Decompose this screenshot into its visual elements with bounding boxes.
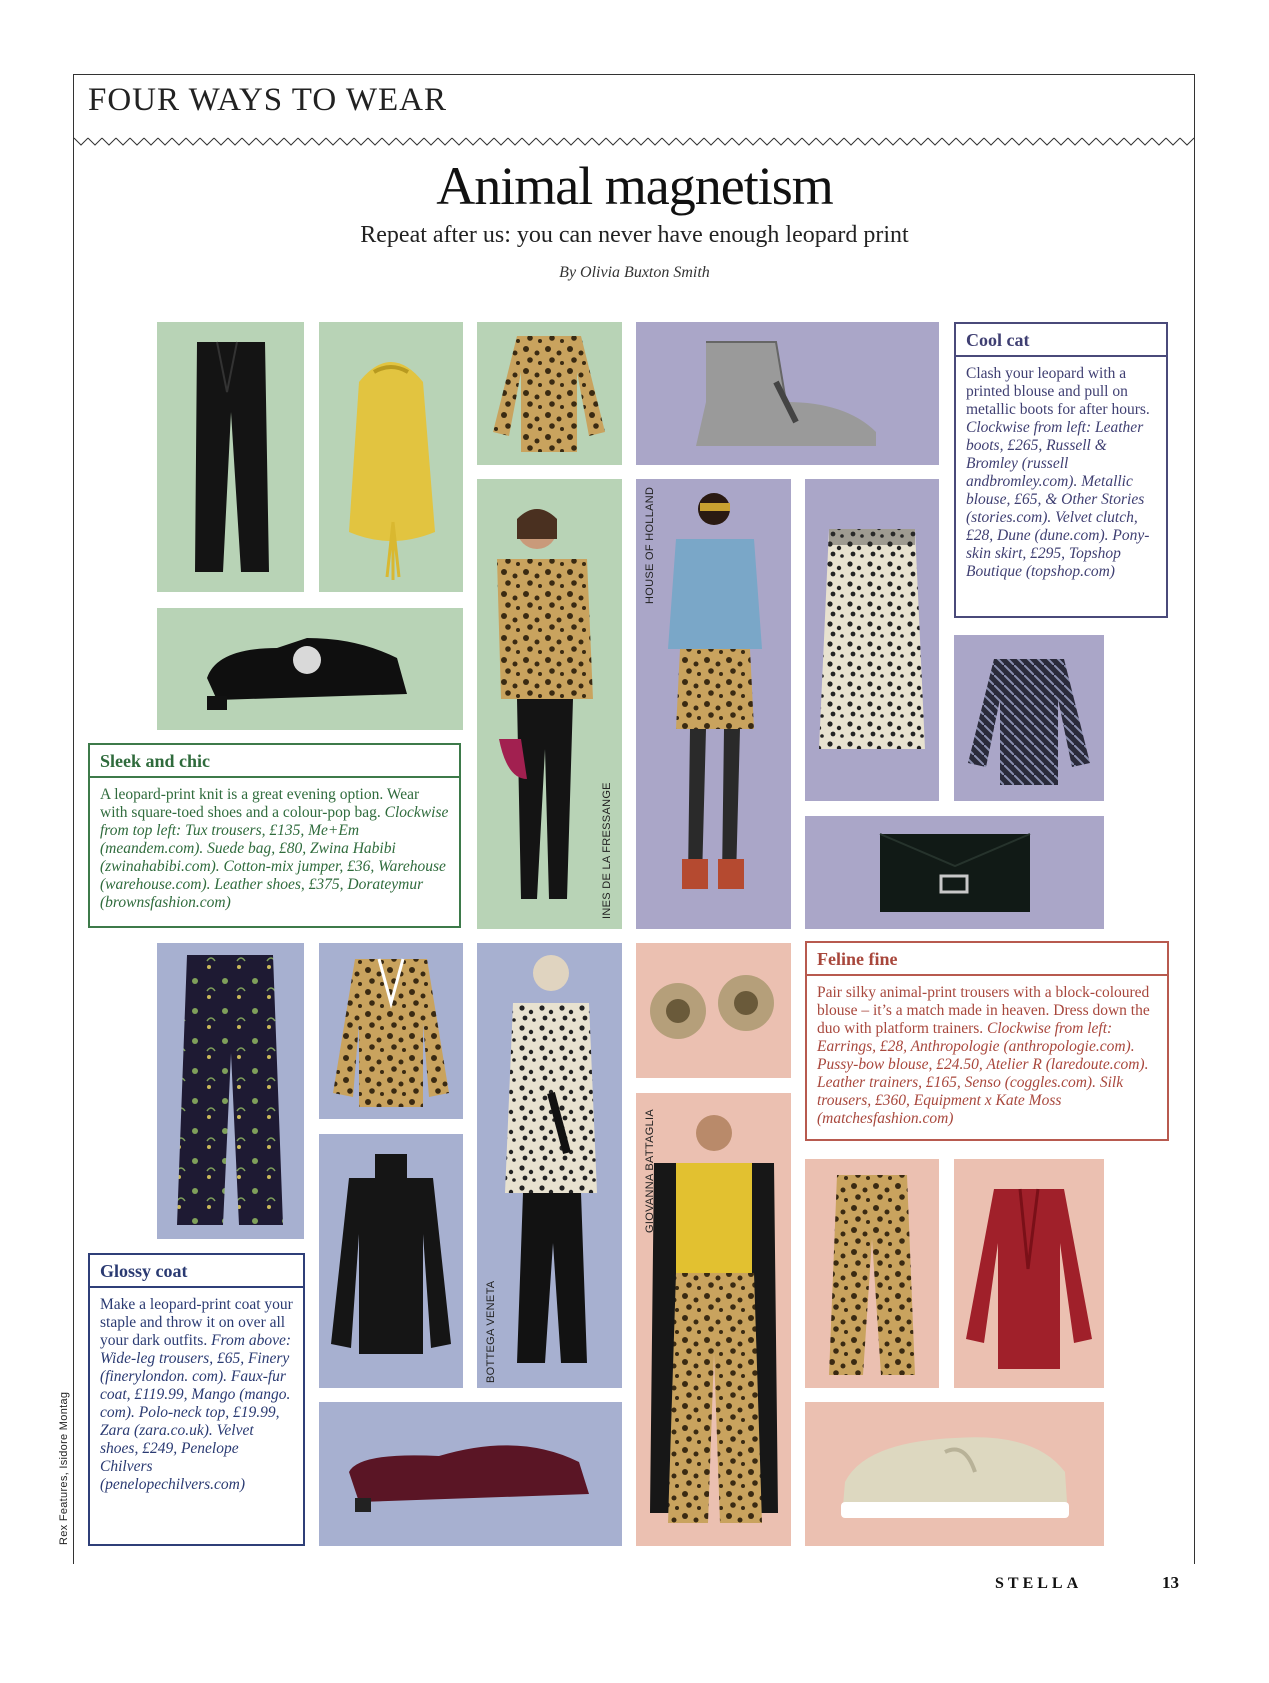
caption-giovanna-battaglia: GIOVANNA BATTAGLIA xyxy=(644,1109,656,1233)
cool-cat-credits: Clockwise from left: Leather boots, £265, Russell & Bromley (russell andbromley.com). Metallic blouse, £65, & Other Stories (stories.com). Velvet clutch, £28, Dune (dune.com). Pony-skin skirt, £295, Topshop Boutique (topshop.com) xyxy=(966,419,1150,580)
ines-de-la-fressange-photo xyxy=(477,479,622,929)
metallic-blouse-image xyxy=(954,635,1104,801)
tux-trousers-image xyxy=(157,322,304,592)
byline: By Olivia Buxton Smith xyxy=(559,264,710,281)
caption-ines: INES DE LA FRESSANGE xyxy=(601,782,613,919)
sleek-and-chic-body xyxy=(90,778,459,920)
glossy-coat-box xyxy=(88,1253,305,1546)
glossy-coat-credits: From above: Wide-leg trousers, £65, Finery (finerylondon. com). Faux-fur coat, £119.99, Mango (mango. com). Polo-neck top, £19.99, Zara (zara.co.uk). Velvet shoes, £249, Penelope Chilvers (penelopechilvers.com) xyxy=(100,1332,291,1493)
feline-fine-body xyxy=(807,976,1167,1136)
bottega-veneta-runway-photo xyxy=(477,943,622,1388)
sleek-and-chic-box xyxy=(88,743,461,928)
sleek-and-chic-credits: Clockwise from top left: Tux trousers, £135, Me+Em (meandem.com). Suede bag, £80, Zwina Habibi (zwinahabibi.com). Cotton-mix jumper, £36, Warehouse (warehouse.com). Leather shoes, £375, Dorateymur (brownsfashion.com) xyxy=(100,804,449,911)
cool-cat-body xyxy=(956,357,1166,589)
silk-trousers-image xyxy=(805,1159,939,1388)
cool-cat-box xyxy=(954,322,1168,618)
velvet-shoes-image xyxy=(319,1402,622,1546)
glossy-coat-body xyxy=(90,1288,303,1502)
leather-shoes-image xyxy=(157,608,463,730)
cool-cat-intro: Clash your leopard with a printed blouse and pull on metallic boots for after hours. xyxy=(966,365,1150,418)
suede-bag-image xyxy=(319,322,463,592)
feline-fine-heading: Feline fine xyxy=(807,943,1167,976)
caption-bottega-veneta: BOTTEGA VENETA xyxy=(485,1280,497,1383)
velvet-clutch-image xyxy=(805,816,1104,929)
house-of-holland-runway-photo xyxy=(636,479,791,929)
zigzag-divider xyxy=(74,134,1194,150)
caption-house-of-holland: HOUSE OF HOLLAND xyxy=(644,486,656,604)
magazine-name: STELLA xyxy=(995,1575,1083,1592)
sleek-and-chic-heading: Sleek and chic xyxy=(90,745,459,778)
standfirst: Repeat after us: you can never have enough leopard print xyxy=(360,222,909,248)
giovanna-battaglia-photo xyxy=(636,1093,791,1546)
leather-boots-image xyxy=(636,322,939,465)
feline-fine-intro: Pair silky animal-print trousers with a block-coloured blouse – it’s a match made in heaven. Dress down the duo with platform trainers. xyxy=(817,984,1150,1037)
polo-neck-top-image xyxy=(319,1134,463,1388)
headline: Animal magnetism xyxy=(436,156,833,216)
earrings-image xyxy=(636,943,791,1078)
cotton-mix-jumper-image xyxy=(477,322,622,465)
leather-trainers-image xyxy=(805,1402,1104,1546)
section-tag: FOUR WAYS TO WEAR xyxy=(88,82,448,118)
faux-fur-coat-image xyxy=(319,943,463,1119)
feline-fine-box xyxy=(805,941,1169,1141)
photo-credit: Rex Features, Isidore Montag xyxy=(58,1391,70,1545)
page-number: 13 xyxy=(1162,1573,1179,1592)
pussy-bow-blouse-image xyxy=(954,1159,1104,1388)
glossy-coat-heading: Glossy coat xyxy=(90,1255,303,1288)
glossy-coat-intro: Make a leopard-print coat your staple and throw it on over all your dark outfits. xyxy=(100,1296,293,1349)
feline-fine-credits: Clockwise from left: Earrings, £28, Anthropologie (anthropologie.com). Pussy-bow blouse, £24.50, Atelier R (laredoute.com). Leather trainers, £165, Senso (coggles.com). Silk trousers, £360, Equipment x Kate Moss (matchesfashion.com) xyxy=(817,1020,1149,1127)
sleek-and-chic-intro: A leopard-print knit is a great evening option. Wear with square-toed shoes and a colour-pop bag. xyxy=(100,786,420,821)
wide-leg-trousers-image xyxy=(157,943,304,1239)
pony-skin-skirt-image xyxy=(805,479,939,801)
cool-cat-heading: Cool cat xyxy=(956,324,1166,357)
